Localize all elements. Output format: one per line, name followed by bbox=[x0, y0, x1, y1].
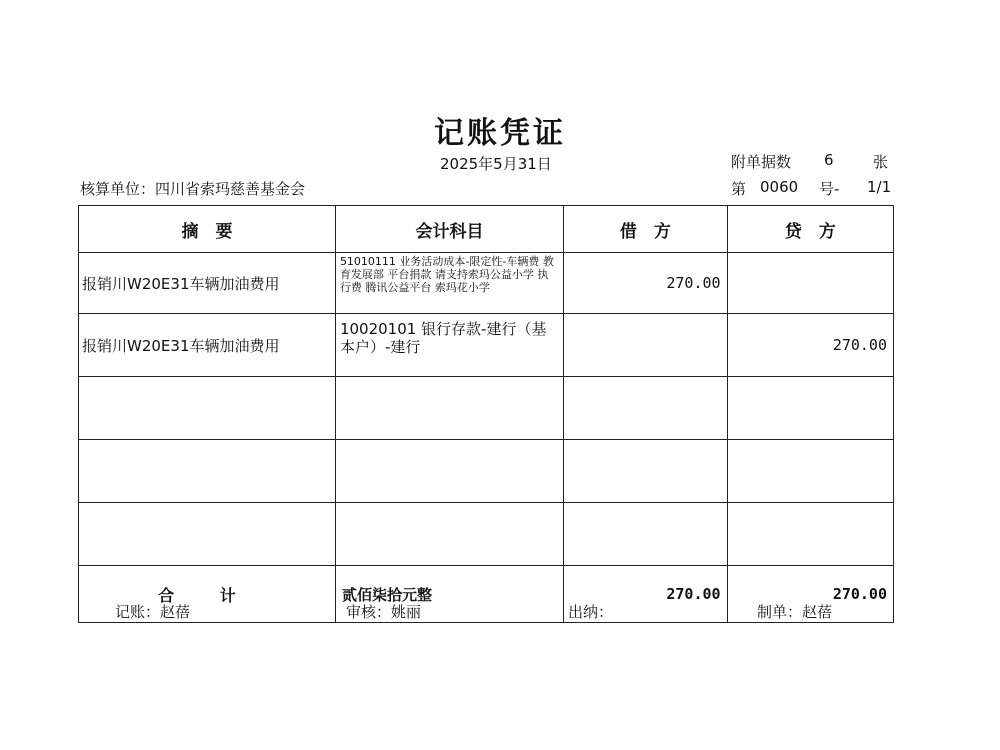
entry-debit bbox=[564, 440, 727, 503]
accounting-unit-label: 核算单位： bbox=[80, 180, 156, 198]
entry-credit bbox=[727, 253, 893, 314]
entry-debit: 270.00 bbox=[564, 253, 727, 314]
bookkeeper-name: 赵蓓 bbox=[160, 603, 191, 621]
entry-summary bbox=[79, 503, 336, 566]
attachments-label: 附单据数 bbox=[731, 153, 792, 171]
voucher-number-value: 0060 bbox=[760, 178, 799, 196]
signature-reviewer bbox=[346, 601, 421, 622]
header-credit: 贷 方 bbox=[727, 206, 893, 253]
reviewer-name: 姚丽 bbox=[391, 603, 422, 621]
entry-account bbox=[335, 377, 563, 440]
entry-credit bbox=[727, 503, 893, 566]
bookkeeper-label: 记账： bbox=[115, 603, 161, 621]
entry-summary: 报销川W20E31车辆加油费用 bbox=[79, 253, 336, 314]
attachments-unit: 张 bbox=[873, 153, 889, 171]
attachments-count bbox=[731, 151, 889, 172]
signature-cashier bbox=[568, 601, 613, 622]
total-debit: 270.00 bbox=[564, 566, 727, 623]
entry-credit bbox=[727, 377, 893, 440]
total-credit: 270.00 bbox=[727, 566, 893, 623]
table-row bbox=[79, 314, 894, 377]
entry-account bbox=[335, 440, 563, 503]
entry-account bbox=[335, 503, 563, 566]
cashier-label: 出纳： bbox=[568, 603, 614, 621]
entry-debit bbox=[564, 314, 727, 377]
accounting-unit-name: 四川省索玛慈善基金会 bbox=[155, 180, 306, 198]
table-row bbox=[79, 440, 894, 503]
header-debit: 借 方 bbox=[564, 206, 727, 253]
entry-account: 10020101 银行存款-建行（基本户）-建行 bbox=[335, 314, 563, 377]
entry-debit bbox=[564, 503, 727, 566]
attachments-number: 6 bbox=[824, 151, 834, 169]
entry-summary: 报销川W20E31车辆加油费用 bbox=[79, 314, 336, 377]
total-label: 合 计 bbox=[79, 566, 336, 623]
voucher-number-suffix: 号- bbox=[819, 180, 840, 198]
voucher-title: 记账凭证 bbox=[434, 116, 566, 151]
table-header-row bbox=[79, 206, 894, 253]
voucher-table bbox=[78, 205, 894, 623]
voucher-page: 1/1 bbox=[867, 178, 892, 196]
signature-bookkeeper bbox=[115, 601, 190, 622]
entry-credit: 270.00 bbox=[727, 314, 893, 377]
signature-preparer bbox=[757, 601, 832, 622]
header-account: 会计科目 bbox=[335, 206, 563, 253]
entry-debit bbox=[564, 377, 727, 440]
entry-account: 51010111 业务活动成本-限定性-车辆费 教育发展部 平台捐款 请支持索玛公益小学 执行费 腾讯公益平台 索玛花小学 bbox=[335, 253, 563, 314]
preparer-label: 制单： bbox=[757, 603, 803, 621]
table-row bbox=[79, 253, 894, 314]
table-row bbox=[79, 377, 894, 440]
voucher-date: 2025年5月31日 bbox=[440, 155, 552, 173]
table-row bbox=[79, 503, 894, 566]
entry-summary bbox=[79, 377, 336, 440]
entry-credit bbox=[727, 440, 893, 503]
preparer-name: 赵蓓 bbox=[802, 603, 833, 621]
total-amount-words: 贰佰柒拾元整 bbox=[335, 566, 563, 623]
header-summary: 摘 要 bbox=[79, 206, 336, 253]
entry-summary bbox=[79, 440, 336, 503]
reviewer-label: 审核： bbox=[346, 603, 392, 621]
accounting-unit bbox=[80, 178, 305, 199]
voucher-number-prefix: 第 bbox=[731, 180, 747, 198]
